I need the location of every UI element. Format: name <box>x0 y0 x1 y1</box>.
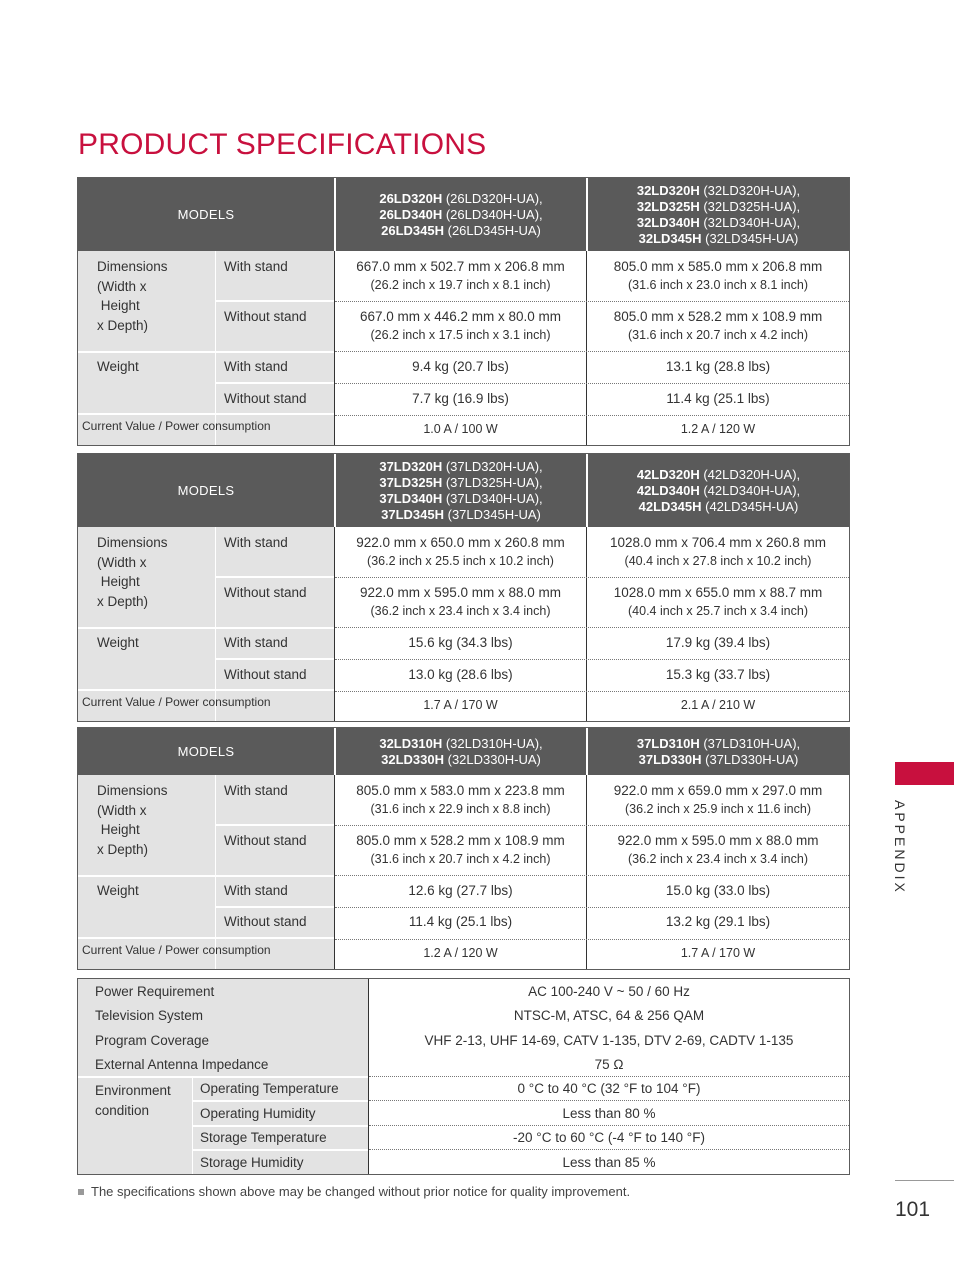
dim-without-mm: 667.0 mm x 446.2 mm x 80.0 mm <box>359 309 562 324</box>
models-col2 <box>588 454 849 527</box>
power-label: Current Value / Power consumption <box>82 419 271 433</box>
footnote: The specifications shown above may be changed without prior notice for quality improvement. <box>78 1184 630 1199</box>
models-label: MODELS <box>177 207 235 222</box>
power-value: 1.7 A / 170 W <box>680 946 756 960</box>
bullet-square-icon <box>78 1189 84 1195</box>
dim-without-in: (31.6 inch x 20.7 inch x 4.2 inch) <box>370 852 551 866</box>
model-line: 37LD340H (37LD340H-UA), <box>379 490 543 506</box>
power-requirement-label: Power Requirement <box>95 984 215 999</box>
models-col2 <box>588 728 849 775</box>
without-stand-label: Without stand <box>224 391 307 406</box>
weight-with: 13.1 kg (28.8 lbs) <box>665 359 771 374</box>
storage-humidity-label: Storage Humidity <box>200 1155 304 1170</box>
weight-with: 12.6 kg (27.7 lbs) <box>408 883 513 898</box>
weight-without: 7.7 kg (16.9 lbs) <box>412 391 509 406</box>
with-stand-label: With stand <box>224 359 288 374</box>
television-system-label: Television System <box>95 1008 204 1023</box>
model-line: 37LD330H (37LD330H-UA) <box>638 751 799 767</box>
model-line: 26LD340H (26LD340H-UA), <box>379 206 543 222</box>
model-line: 32LD330H (32LD330H-UA) <box>381 751 541 767</box>
with-stand-label: With stand <box>224 883 288 898</box>
dim-with-in: (40.4 inch x 27.8 inch x 10.2 inch) <box>624 554 812 568</box>
table-header <box>78 728 849 775</box>
power-requirement-value: AC 100-240 V ~ 50 / 60 Hz <box>528 984 690 999</box>
model-line: 32LD325H (32LD325H-UA), <box>636 198 801 214</box>
weight-with: 17.9 kg (39.4 lbs) <box>665 635 771 650</box>
models-label: MODELS <box>177 483 235 498</box>
power-value: 2.1 A / 210 W <box>680 698 756 712</box>
section-label: APPENDIX <box>892 800 908 895</box>
program-coverage-value: VHF 2-13, UHF 14-69, CATV 1-135, DTV 2-69, CADTV 1-135 <box>424 1033 794 1048</box>
weight-without: 13.2 kg (29.1 lbs) <box>665 914 771 929</box>
television-system-value: NTSC-M, ATSC, 64 & 256 QAM <box>513 1008 705 1023</box>
dim-without-in: (40.4 inch x 25.7 inch x 3.4 inch) <box>628 604 808 618</box>
weight-with: 9.4 kg (20.7 lbs) <box>412 359 509 374</box>
table-header <box>78 454 849 527</box>
models-col1 <box>336 454 586 527</box>
page-title: PRODUCT SPECIFICATIONS <box>78 128 487 161</box>
model-line: 42LD340H (42LD340H-UA), <box>636 482 801 498</box>
dim-without-mm: 922.0 mm x 595.0 mm x 88.0 mm <box>617 833 819 848</box>
dimensions-label: Dimensions (Width x Height x Depth) <box>97 259 168 333</box>
with-stand-label: With stand <box>224 635 288 650</box>
models-label: MODELS <box>177 744 235 759</box>
dim-with-in: (31.6 inch x 22.9 inch x 8.8 inch) <box>370 802 551 816</box>
dimensions-label: Dimensions (Width x Height x Depth) <box>97 783 168 857</box>
model-line: 32LD345H (32LD345H-UA) <box>638 230 799 246</box>
dim-with-in: (31.6 inch x 23.0 inch x 8.1 inch) <box>628 278 808 292</box>
row-labels <box>78 775 334 969</box>
spec-table-3 <box>77 727 850 970</box>
model-line: 37LD325H (37LD325H-UA), <box>379 474 543 490</box>
dim-without-in: (31.6 inch x 20.7 inch x 4.2 inch) <box>628 328 808 342</box>
dim-without-in: (36.2 inch x 23.4 inch x 3.4 inch) <box>370 604 551 618</box>
dim-with-mm: 667.0 mm x 502.7 mm x 206.8 mm <box>356 259 565 274</box>
weight-label: Weight <box>97 635 139 650</box>
with-stand-label: With stand <box>224 535 288 550</box>
dim-with-mm: 922.0 mm x 659.0 mm x 297.0 mm <box>613 783 823 798</box>
environment-label: Environment condition <box>95 1083 171 1118</box>
dim-without-in: (36.2 inch x 23.4 inch x 3.4 inch) <box>628 852 808 866</box>
dim-without-in: (26.2 inch x 17.5 inch x 3.1 inch) <box>370 328 551 342</box>
dim-with-in: (36.2 inch x 25.9 inch x 11.6 inch) <box>625 802 811 816</box>
row-labels <box>78 527 334 721</box>
models-col1 <box>336 728 586 775</box>
power-value: 1.7 A / 170 W <box>423 698 498 712</box>
with-stand-label: With stand <box>224 783 288 798</box>
weight-without: 11.4 kg (25.1 lbs) <box>666 391 770 406</box>
model-line: 37LD345H (37LD345H-UA) <box>381 506 541 522</box>
antenna-impedance-label: External Antenna Impedance <box>95 1057 269 1072</box>
power-label: Current Value / Power consumption <box>82 943 271 957</box>
model-line: 32LD320H (32LD320H-UA), <box>636 182 801 198</box>
power-value: 1.0 A / 100 W <box>423 422 498 436</box>
dim-without-mm: 805.0 mm x 528.2 mm x 108.9 mm <box>613 309 823 324</box>
row-labels <box>78 251 334 445</box>
model-line: 37LD320H (37LD320H-UA), <box>379 458 543 474</box>
dim-with-mm: 805.0 mm x 585.0 mm x 206.8 mm <box>613 259 823 274</box>
without-stand-label: Without stand <box>224 914 307 929</box>
without-stand-label: Without stand <box>224 585 307 600</box>
page-number: 101 <box>895 1198 931 1221</box>
model-line: 26LD345H (26LD345H-UA) <box>381 222 541 238</box>
models-col2 <box>588 178 849 251</box>
dimensions-label: Dimensions (Width x Height x Depth) <box>97 535 168 609</box>
model-line: 42LD345H (42LD345H-UA) <box>638 498 799 514</box>
model-line: 37LD310H (37LD310H-UA), <box>636 735 801 751</box>
model-line: 26LD320H (26LD320H-UA), <box>379 190 543 206</box>
operating-temperature-label: Operating Temperature <box>200 1081 339 1096</box>
section-tab-marker <box>895 762 954 785</box>
operating-humidity-value: Less than 80 % <box>562 1106 656 1121</box>
without-stand-label: Without stand <box>224 309 307 324</box>
antenna-impedance-value: 75 Ω <box>594 1057 624 1072</box>
model-line: 32LD340H (32LD340H-UA), <box>636 214 801 230</box>
with-stand-label: With stand <box>224 259 288 274</box>
weight-label: Weight <box>97 359 139 374</box>
without-stand-label: Without stand <box>224 833 307 848</box>
models-col1 <box>336 178 586 251</box>
spec-table-2 <box>77 453 850 722</box>
storage-temperature-label: Storage Temperature <box>200 1130 327 1145</box>
without-stand-label: Without stand <box>224 667 307 682</box>
spec-table-1 <box>77 177 850 446</box>
weight-without: 13.0 kg (28.6 lbs) <box>408 667 513 682</box>
dim-with-mm: 1028.0 mm x 706.4 mm x 260.8 mm <box>609 535 827 550</box>
weight-with: 15.0 kg (33.0 lbs) <box>665 883 771 898</box>
model-line: 42LD320H (42LD320H-UA), <box>636 466 801 482</box>
page-number-rule <box>895 1180 954 1181</box>
weight-with: 15.6 kg (34.3 lbs) <box>408 635 513 650</box>
weight-label: Weight <box>97 883 139 898</box>
dim-with-mm: 805.0 mm x 583.0 mm x 223.8 mm <box>356 783 565 798</box>
model-line: 32LD310H (32LD310H-UA), <box>379 735 543 751</box>
power-value: 1.2 A / 120 W <box>423 946 498 960</box>
power-value: 1.2 A / 120 W <box>680 422 756 436</box>
dim-with-mm: 922.0 mm x 650.0 mm x 260.8 mm <box>356 535 565 550</box>
weight-without: 15.3 kg (33.7 lbs) <box>665 667 771 682</box>
dim-without-mm: 1028.0 mm x 655.0 mm x 88.7 mm <box>613 585 823 600</box>
table-header <box>78 178 849 251</box>
operating-temperature-value: 0 °C to 40 °C (32 °F to 104 °F) <box>517 1081 701 1096</box>
program-coverage-label: Program Coverage <box>95 1033 210 1048</box>
dim-without-mm: 805.0 mm x 528.2 mm x 108.9 mm <box>356 833 565 848</box>
general-labels <box>78 979 368 1174</box>
storage-humidity-value: Less than 85 % <box>562 1155 656 1170</box>
weight-without: 11.4 kg (25.1 lbs) <box>408 914 513 929</box>
operating-humidity-label: Operating Humidity <box>200 1106 316 1121</box>
dim-with-in: (36.2 inch x 25.5 inch x 10.2 inch) <box>367 554 554 568</box>
dim-without-mm: 922.0 mm x 595.0 mm x 88.0 mm <box>359 585 562 600</box>
storage-temperature-value: -20 °C to 60 °C (-4 °F to 140 °F) <box>513 1130 705 1145</box>
power-label: Current Value / Power consumption <box>82 695 271 709</box>
general-spec-table <box>77 978 850 1175</box>
dim-with-in: (26.2 inch x 19.7 inch x 8.1 inch) <box>370 278 551 292</box>
